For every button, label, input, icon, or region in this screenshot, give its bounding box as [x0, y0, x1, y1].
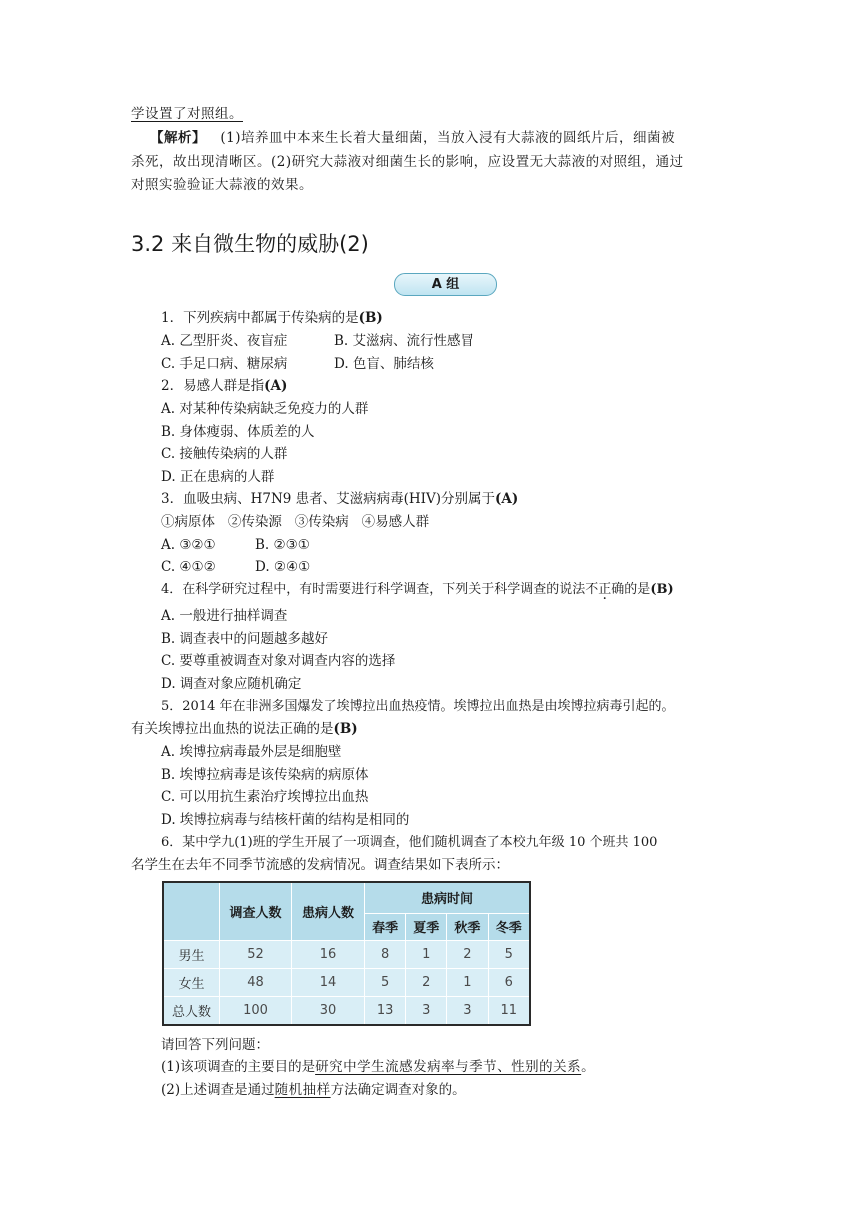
- header-summer: 夏季: [406, 913, 447, 940]
- cell-sick: 30: [292, 996, 365, 1025]
- q3-option-c: C. ④①②: [161, 559, 216, 575]
- cell-summer: 3: [406, 996, 447, 1025]
- header-survey-count: 调查人数: [220, 882, 292, 940]
- section-title: 3.2 来自微生物的威胁(2): [131, 232, 369, 256]
- header-sick-time: 患病时间: [365, 882, 531, 913]
- row-label: 男生: [163, 940, 220, 968]
- header-spring: 春季: [365, 913, 406, 940]
- q1-option-a: A. 乙型肝炎、夜盲症: [161, 333, 288, 349]
- header-autumn: 秋季: [447, 913, 488, 940]
- answer: (B): [358, 310, 383, 326]
- q5-option-b: B. 埃博拉病毒是该传染病的病原体: [161, 767, 369, 783]
- continuation-line: 学设置了对照组。: [131, 106, 243, 122]
- cell-winter: 6: [488, 968, 530, 996]
- answer: 研究中学生流感发病率与季节、性别的关系: [315, 1059, 582, 1075]
- q3-option-b: B. ②③①: [255, 537, 310, 553]
- q1-option-d: D. 色盲、肺结核: [334, 356, 434, 372]
- survey-table: [162, 881, 531, 1026]
- question-6-line-2: 名学生在去年不同季节流感的发病情况。调查结果如下表所示：: [131, 857, 509, 873]
- answer: 随机抽样: [274, 1082, 331, 1098]
- question-3: 3．血吸虫病、H7N9 患者、艾滋病病毒(HIV)分别属于(A): [161, 491, 519, 507]
- table-row: [163, 940, 530, 968]
- q4-option-b: B. 调查表中的问题越多越好: [161, 631, 329, 647]
- question-4: 4．在科学研究过程中，有时需要进行科学调查，下列关于科学调查的说法不正确的是(B): [161, 582, 674, 597]
- cell-winter: 5: [488, 940, 530, 968]
- cell-spring: 5: [365, 968, 406, 996]
- q5-option-a: A. 埃博拉病毒最外层是细胞壁: [161, 744, 342, 760]
- analysis-line-2: 杀死，故出现清晰区。(2)研究大蒜液对细菌生长的影响，应设置无大蒜液的对照组，通过: [131, 154, 684, 170]
- q4-option-c: C. 要尊重被调查对象对调查内容的选择: [161, 653, 396, 669]
- cell-winter: 11: [488, 996, 530, 1025]
- cell-survey: 48: [220, 968, 292, 996]
- q6-sub-1: (1)该项调查的主要目的是研究中学生流感发病率与季节、性别的关系。: [161, 1059, 595, 1075]
- question-5-line-2: 有关埃博拉出血热的说法正确的是(B): [131, 721, 358, 737]
- header-sick-count: 患病人数: [292, 882, 365, 940]
- question-1: 1．下列疾病中都属于传染病的是(B): [161, 310, 383, 326]
- cell-summer: 2: [406, 968, 447, 996]
- question-2: 2．易感人群是指(A): [161, 378, 288, 394]
- cell-spring: 13: [365, 996, 406, 1025]
- cell-autumn: 1: [447, 968, 488, 996]
- table-row: [163, 996, 530, 1025]
- answer: (B): [650, 582, 674, 597]
- cell-sick: 16: [292, 940, 365, 968]
- q2-option-a: A. 对某种传染病缺乏免疫力的人群: [161, 401, 369, 417]
- emphasis-not-correct: 不正确: [585, 582, 625, 597]
- q5-option-d: D. 埃博拉病毒与结核杆菌的结构是相同的: [161, 812, 410, 828]
- q2-option-c: C. 接触传染病的人群: [161, 446, 288, 462]
- q4-option-d: D. 调查对象应随机确定: [161, 676, 302, 692]
- question-5-line-1: 5．2014 年在非洲多国爆发了埃博拉出血热疫情。埃博拉出血热是由埃博拉病毒引起的。: [161, 699, 675, 714]
- q6-prompt: 请回答下列问题：: [161, 1037, 269, 1053]
- q1-option-c: C. 手足口病、糖尿病: [161, 356, 288, 372]
- cell-spring: 8: [365, 940, 406, 968]
- cell-autumn: 2: [447, 940, 488, 968]
- answer: (A): [495, 491, 519, 507]
- q3-option-d: D. ②④①: [255, 559, 311, 575]
- q1-option-b: B. 艾滋病、流行性感冒: [334, 333, 475, 349]
- cell-summer: 1: [406, 940, 447, 968]
- question-6-line-1: 6．某中学九(1)班的学生开展了一项调查，他们随机调查了本校九年级 10 个班共 100: [161, 835, 658, 850]
- header-winter: 冬季: [488, 913, 530, 940]
- corner-header: [163, 882, 220, 940]
- q6-sub-2: (2)上述调查是通过随机抽样方法确定调查对象的。: [161, 1082, 466, 1098]
- q3-items: ①病原体 ②传染源 ③传染病 ④易感人群: [161, 514, 430, 530]
- row-label: 女生: [163, 968, 220, 996]
- cell-sick: 14: [292, 968, 365, 996]
- q5-option-c: C. 可以用抗生素治疗埃博拉出血热: [161, 789, 369, 805]
- analysis-line-1: 【解析】 (1)培养皿中本来生长着大量细菌，当放入浸有大蒜液的圆纸片后，细菌被: [150, 130, 675, 146]
- answer: (B): [333, 721, 358, 737]
- answer: (A): [264, 378, 288, 394]
- cell-survey: 52: [220, 940, 292, 968]
- group-badge: A 组: [394, 273, 497, 296]
- table-row: [163, 968, 530, 996]
- q2-option-d: D. 正在患病的人群: [161, 469, 275, 485]
- row-label: 总人数: [163, 996, 220, 1025]
- q2-option-b: B. 身体瘦弱、体质差的人: [161, 424, 315, 440]
- analysis-line-3: 对照实验验证大蒜液的效果。: [131, 177, 313, 193]
- q3-option-a: A. ③②①: [161, 537, 216, 553]
- q4-option-a: A. 一般进行抽样调查: [161, 608, 288, 624]
- cell-survey: 100: [220, 996, 292, 1025]
- cell-autumn: 3: [447, 996, 488, 1025]
